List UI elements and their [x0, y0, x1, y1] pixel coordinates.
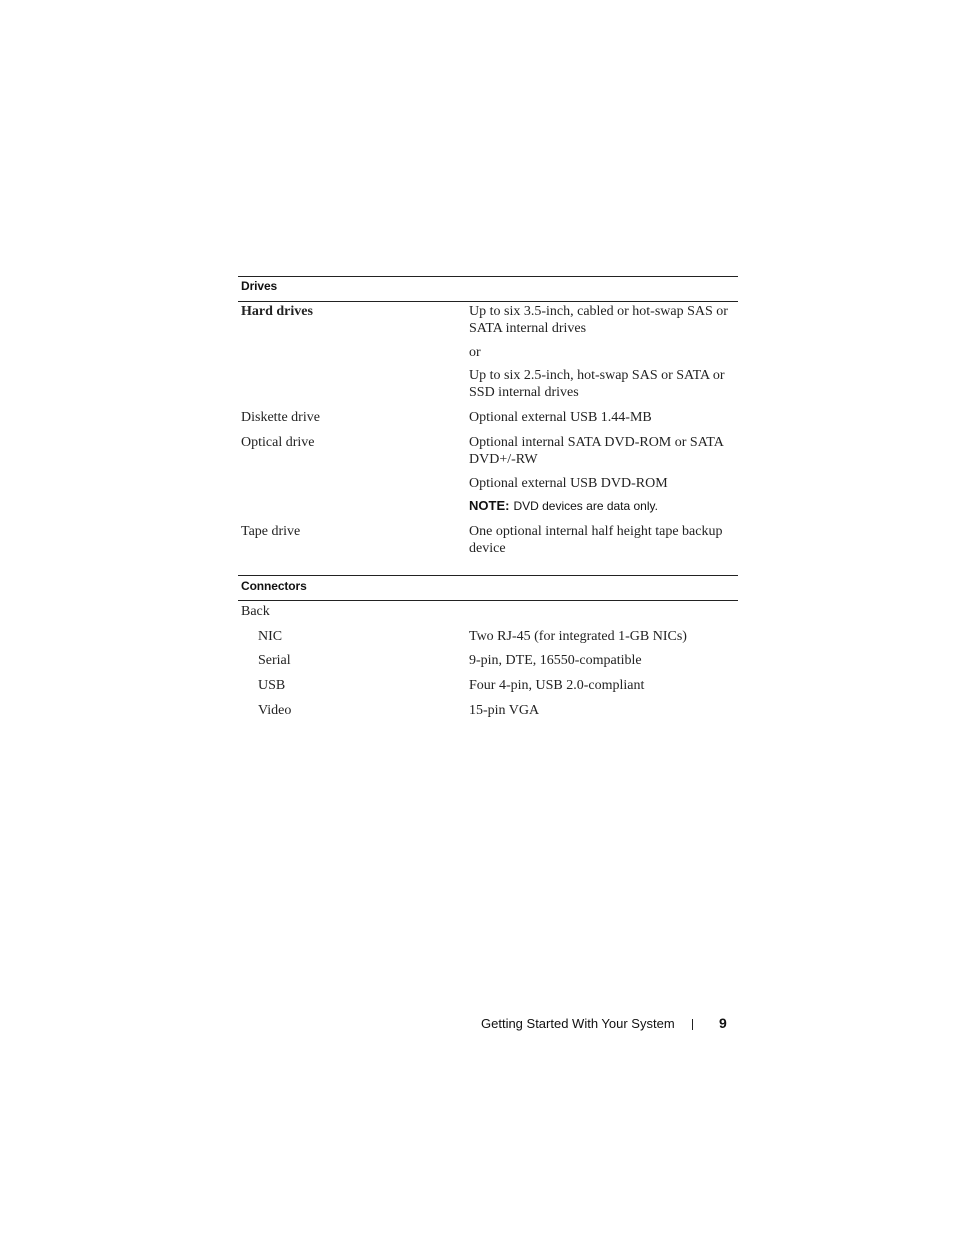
note-label: NOTE:: [469, 498, 510, 513]
optical-drive-value-2: Optional external USB DVD-ROM: [469, 476, 668, 491]
page-number: 9: [719, 1015, 727, 1031]
note-text: DVD devices are data only.: [513, 499, 658, 513]
drives-heading: Drives: [241, 279, 278, 293]
connectors-heading: Connectors: [241, 579, 307, 593]
hard-drives-or: or: [469, 345, 481, 360]
connectors-header-rule: [238, 600, 738, 601]
hard-drives-value-1: Up to six 3.5-inch, cabled or hot-swap SAS or SATA internal drives: [469, 304, 728, 336]
connectors-top-rule: [238, 575, 738, 576]
serial-value: 9-pin, DTE, 16550-compatible: [469, 653, 642, 668]
nic-label: NIC: [258, 629, 283, 644]
back-label: Back: [241, 604, 270, 619]
footer-title: Getting Started With Your System: [481, 1016, 675, 1031]
tape-drive-label: Tape drive: [241, 524, 301, 539]
usb-value: Four 4-pin, USB 2.0-compliant: [469, 678, 645, 693]
serial-label: Serial: [258, 653, 291, 668]
optical-drive-note: [469, 497, 737, 515]
drives-header-rule: [238, 301, 738, 302]
usb-label: USB: [258, 678, 286, 693]
diskette-drive-value: Optional external USB 1.44-MB: [469, 410, 652, 425]
footer-separator: [692, 1019, 693, 1030]
tape-drive-value: One optional internal half height tape backup device: [469, 524, 723, 556]
video-label: Video: [258, 703, 292, 718]
hard-drives-value-2: Up to six 2.5-inch, hot-swap SAS or SATA or SSD internal drives: [469, 368, 725, 400]
drives-top-rule: [238, 276, 738, 277]
optical-drive-label: Optical drive: [241, 435, 315, 450]
optical-drive-value-1: Optional internal SATA DVD-ROM or SATA DVD+/-RW: [469, 435, 724, 467]
diskette-drive-label: Diskette drive: [241, 410, 320, 425]
hard-drives-label: Hard drives: [241, 304, 313, 319]
video-value: 15-pin VGA: [469, 703, 540, 718]
nic-value: Two RJ-45 (for integrated 1-GB NICs): [469, 629, 687, 644]
